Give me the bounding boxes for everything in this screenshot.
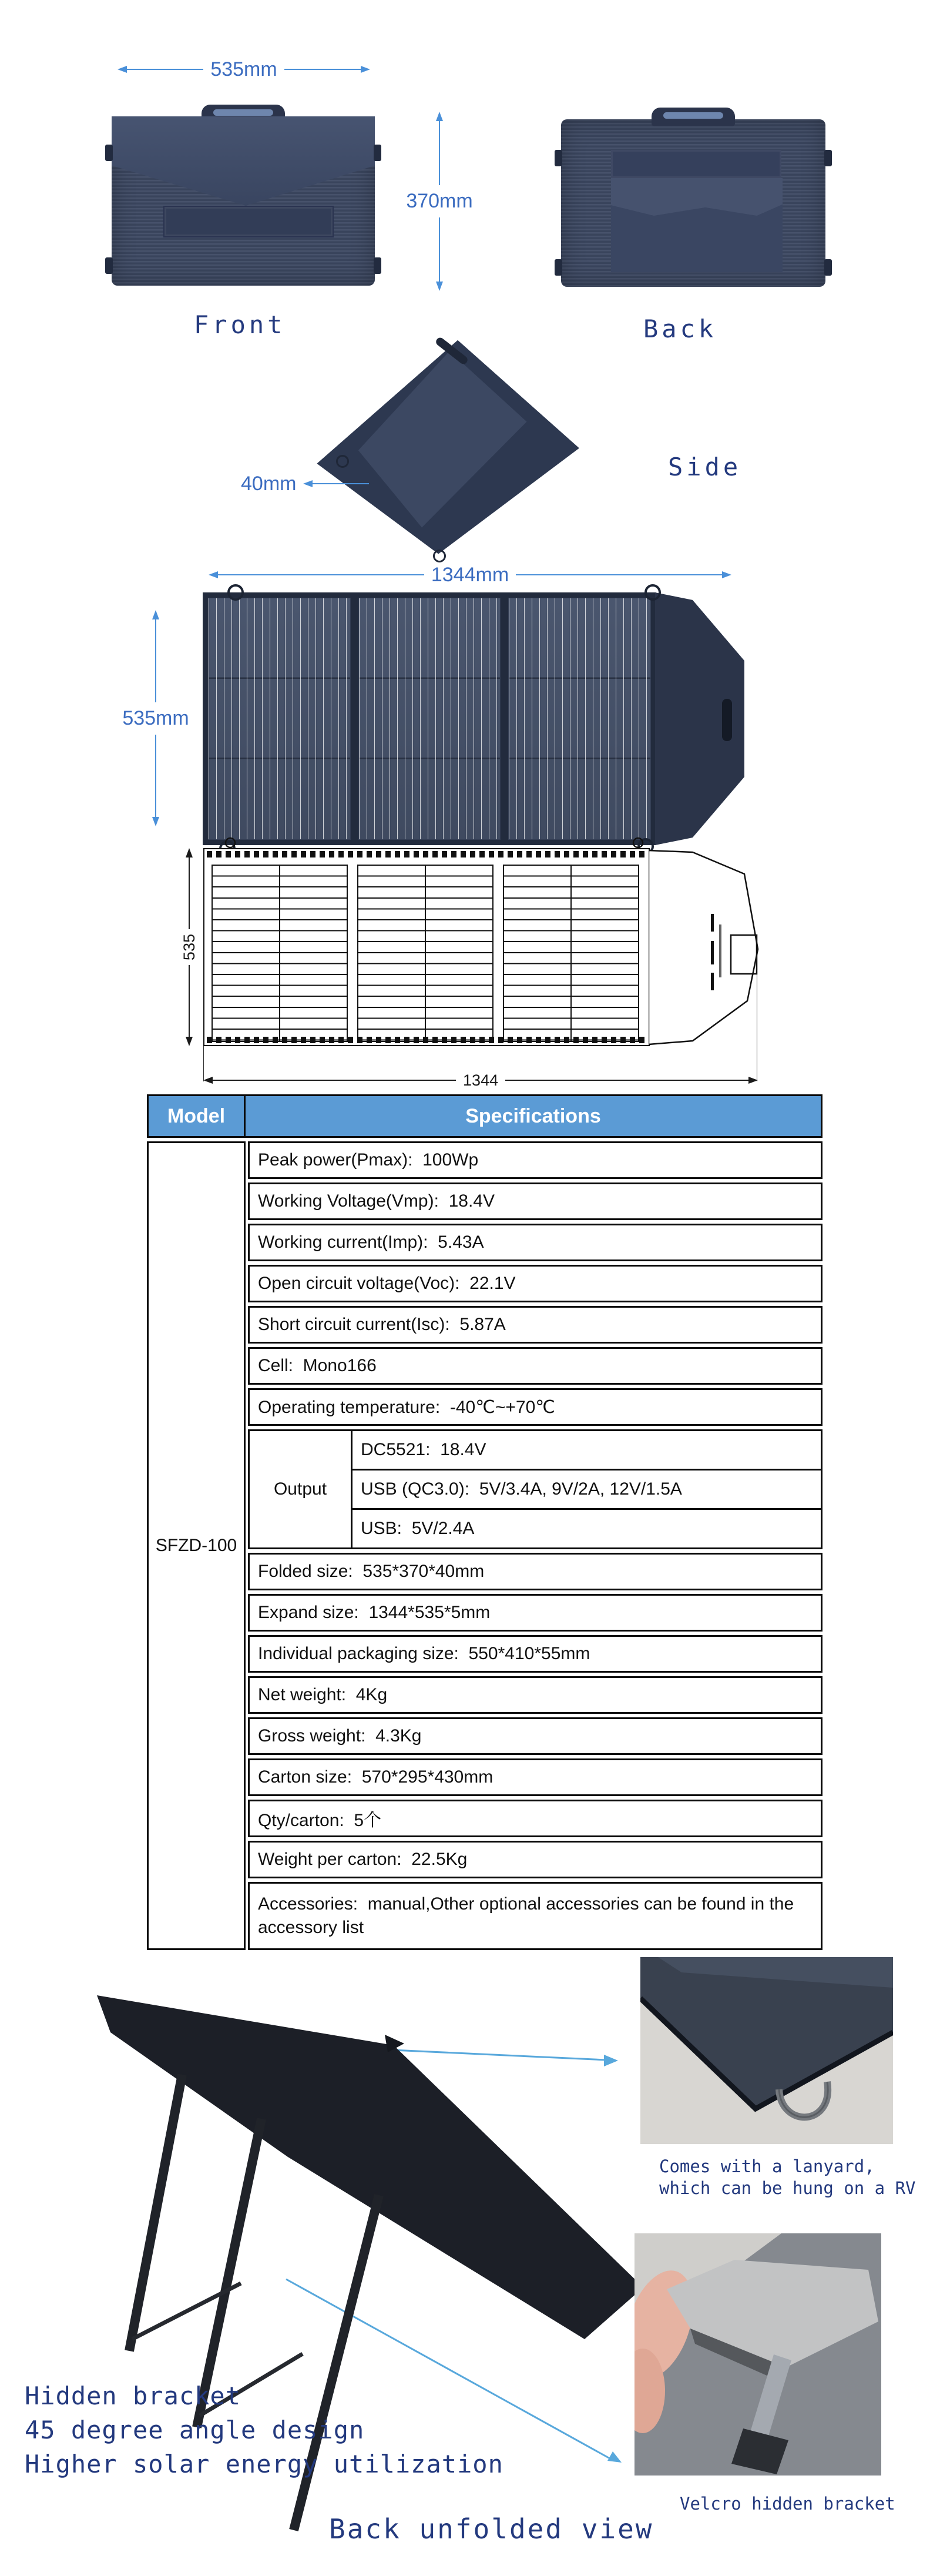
output-dc5521-row: DC5521: 18.4V <box>361 1440 486 1459</box>
side-thickness-value: 40mm <box>241 472 297 495</box>
folded-cover-flap <box>655 592 744 845</box>
drawing-height-dimension <box>176 848 202 1046</box>
arrow-left-icon <box>209 571 218 578</box>
unfolded-height-dimension <box>122 610 189 826</box>
spec-row-short-circuit-current: Short circuit current(Isc): 5.87A <box>248 1306 822 1344</box>
side-loop-tab <box>374 257 381 274</box>
arrow-down-icon <box>186 1037 193 1046</box>
spec-text-mark <box>711 973 714 990</box>
output-usb-qc30-row: USB (QC3.0): 5V/3.4A, 9V/2A, 12V/1.5A <box>352 1469 821 1508</box>
spec-row-peak-power: Peak power(Pmax): 100Wp <box>248 1141 822 1179</box>
output-label-cell: Output <box>250 1431 352 1547</box>
table-body <box>147 1141 822 1950</box>
solar-panel-array <box>203 592 656 845</box>
front-view-label: Front <box>194 310 286 339</box>
spec-row-open-circuit-voltage: Open circuit voltage(Voc): 22.1V <box>248 1265 822 1302</box>
spec-rows-column <box>248 1141 822 1950</box>
drawing-top-loops <box>212 836 658 849</box>
flap-outline <box>649 850 758 1044</box>
arrow-right-icon <box>722 571 731 578</box>
kickstand-leg <box>129 2075 182 2351</box>
model-column-header: Model <box>147 1094 246 1138</box>
velcro-photo <box>634 2233 881 2475</box>
feature-energy-utilization: Higher solar energy utilization <box>25 2450 503 2478</box>
hanging-loop <box>226 838 235 847</box>
arrow-up-icon <box>186 848 193 857</box>
hanging-loop <box>644 584 661 601</box>
hanging-loop <box>227 584 244 601</box>
arrow-down-icon <box>436 282 443 291</box>
unfolded-panel-photo <box>203 592 744 845</box>
spec-row-expand-size: Expand size: 1344*535*5mm <box>248 1594 822 1632</box>
spec-row-cell: Cell: Mono166 <box>248 1347 822 1385</box>
back-strap-band <box>611 150 781 178</box>
side-view-photo <box>311 338 588 558</box>
front-flap <box>112 116 375 206</box>
feature-hidden-bracket: Hidden bracket <box>25 2381 241 2410</box>
spec-row-operating-temperature: Operating temperature: -40℃~+70℃ <box>248 1388 822 1426</box>
arrow-right-icon <box>748 1077 758 1084</box>
feature-list <box>25 2379 503 2481</box>
spec-row-carton-size: Carton size: 570*295*430mm <box>248 1758 822 1796</box>
technical-drawing <box>176 843 770 1090</box>
model-value-cell: SFZD-100 <box>147 1141 246 1950</box>
side-loop-tab <box>555 259 562 276</box>
side-thickness-dimension <box>234 474 369 494</box>
velcro-strap <box>163 206 334 237</box>
arrow-right-icon <box>361 66 370 73</box>
back-view-photo <box>561 119 825 287</box>
spec-row-gross-weight: Gross weight: 4.3Kg <box>248 1717 822 1755</box>
table-header-row <box>147 1094 822 1138</box>
drawing-outline <box>203 848 650 1046</box>
spec-text-mark <box>711 914 714 932</box>
unfolded-width-value: 1344mm <box>431 563 509 586</box>
output-sub-rows <box>352 1431 821 1547</box>
drawing-side-flap <box>649 848 766 1051</box>
cell-grid-2 <box>357 865 494 1042</box>
side-loop-tab <box>105 257 113 274</box>
lanyard-photo <box>640 1957 893 2144</box>
side-loop-tab <box>824 259 832 276</box>
spec-row-folded-size: Folded size: 535*370*40mm <box>248 1553 822 1590</box>
specifications-column-header: Specifications <box>246 1094 822 1138</box>
side-loop-tab <box>374 145 381 161</box>
drawing-height-value: 535 <box>180 933 198 961</box>
spec-row-packaging-size: Individual packaging size: 550*410*55mm <box>248 1635 822 1673</box>
back-pocket <box>611 178 783 272</box>
panel-back-shape <box>97 1995 643 2339</box>
solar-panel-2 <box>358 598 501 840</box>
front-height-dimension <box>406 112 473 291</box>
specifications-table <box>147 1094 822 1950</box>
corner-loop <box>336 455 349 468</box>
top-hatch-strip <box>207 851 646 857</box>
corner-loop <box>433 550 446 562</box>
front-view-photo <box>112 116 375 286</box>
side-loop-tab <box>824 150 832 166</box>
back-unfolded-view-caption: Back unfolded view <box>329 2513 654 2545</box>
back-view-label: Back <box>643 314 717 343</box>
carry-handle <box>652 108 735 126</box>
spec-row-accessories: Accessories: manual,Other optional accessories can be found in the accessory list <box>248 1882 822 1950</box>
output-usb-row: USB: 5V/2.4A <box>352 1508 821 1547</box>
arrow-up-icon <box>436 112 443 121</box>
spec-row-net-weight: Net weight: 4Kg <box>248 1676 822 1714</box>
solar-panel-3 <box>508 598 651 840</box>
spec-text-mark <box>719 924 721 977</box>
arrow-left-icon <box>203 1077 213 1084</box>
arrow-left-icon <box>118 66 127 73</box>
lanyard-caption-line2: which can be hung on a RV <box>659 2178 916 2198</box>
side-view-label: Side <box>668 453 742 481</box>
drawing-width-dimension <box>203 1071 758 1089</box>
lanyard-caption-line1: Comes with a lanyard, <box>659 2156 875 2176</box>
unfolded-height-value: 535mm <box>122 706 189 729</box>
velcro-caption: Velcro hidden bracket <box>680 2494 895 2514</box>
arrow-down-icon <box>152 817 159 826</box>
hanging-loop <box>633 838 643 847</box>
cell-grid-3 <box>503 865 639 1042</box>
front-height-value: 370mm <box>406 190 473 212</box>
side-loop-tab <box>555 150 562 166</box>
front-width-value: 535mm <box>210 58 277 81</box>
drawing-width-value: 1344 <box>462 1071 499 1089</box>
side-loop-tab <box>105 145 113 161</box>
output-row-group <box>248 1429 822 1549</box>
arrow-left-icon <box>303 480 313 487</box>
solar-panel-1 <box>208 598 351 840</box>
feature-angle-design: 45 degree angle design <box>25 2416 365 2444</box>
unfolded-width-dimension <box>209 564 731 585</box>
spec-row-working-current: Working current(Imp): 5.43A <box>248 1224 822 1261</box>
spec-row-weight-per-carton: Weight per carton: 22.5Kg <box>248 1841 822 1878</box>
spec-row-working-voltage: Working Voltage(Vmp): 18.4V <box>248 1183 822 1220</box>
arrow-up-icon <box>152 610 159 619</box>
lanyard-caption <box>659 2156 916 2199</box>
cell-grid-1 <box>212 865 348 1042</box>
spec-row-qty-per-carton: Qty/carton: 5个 <box>248 1800 822 1837</box>
front-width-dimension <box>118 59 370 80</box>
spec-text-mark <box>711 941 714 964</box>
